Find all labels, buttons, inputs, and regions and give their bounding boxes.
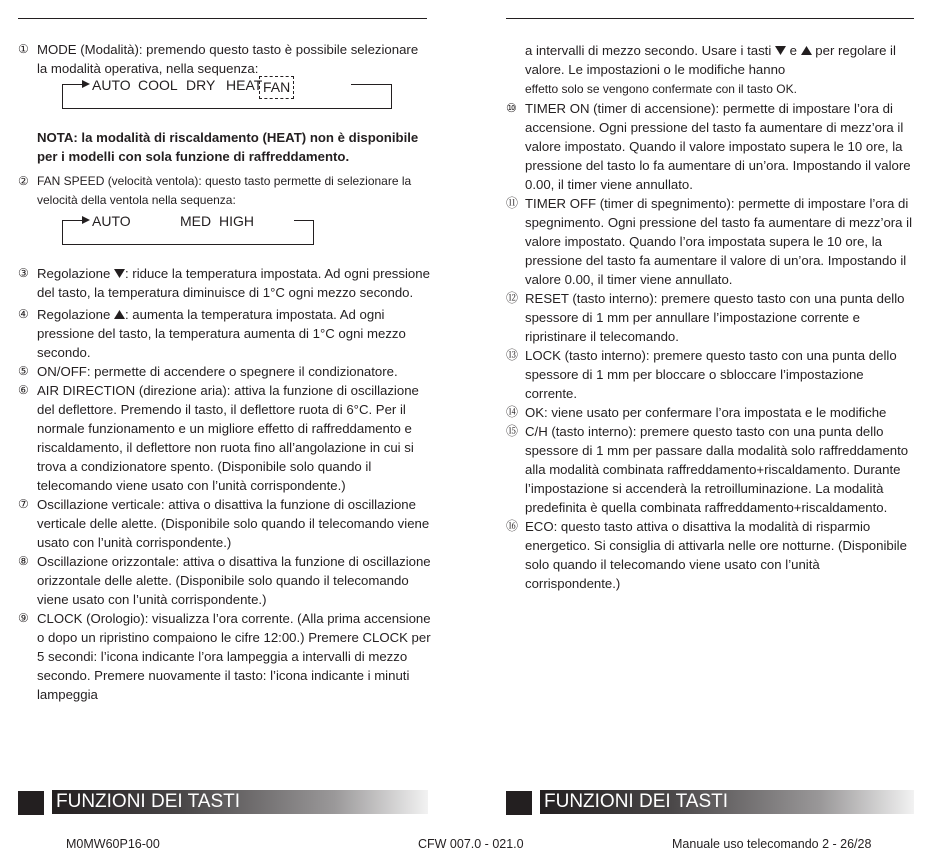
footer-square — [18, 791, 44, 815]
item-text: OK: viene usato per confermare l’ora impostata e le modifiche — [525, 405, 887, 420]
down-triangle-icon — [775, 46, 786, 55]
item-text: C/H (tasto interno): premere questo tasto con una punta dello spessore di 1 mm per passare dalla modalità solo raffreddamento alla modalità combinata raffreddamento+riscaldamento. Durante l’impostazione si accenderà la retroilluminazione. La modalità predefinita è quella combinata raffreddamento+riscaldamento. — [525, 424, 909, 515]
item-number: ⑤ — [18, 364, 29, 378]
page-number: Manuale uso telecomando 2 - 26/28 — [672, 837, 872, 851]
item-text: MODE (Modalità): premendo questo tasto è possibile selezionare la modalità operativa, nella sequenza: — [37, 42, 419, 76]
mode-fan: FAN — [259, 76, 294, 99]
sequence-arrow — [62, 220, 88, 221]
sequence-frame-top — [294, 220, 314, 221]
up-triangle-icon — [114, 310, 125, 319]
item-timer-off — [506, 194, 918, 289]
item-fan-speed — [18, 172, 432, 210]
item-number: ④ — [18, 307, 29, 321]
mode-heat: HEAT — [226, 77, 263, 93]
item-eco — [506, 517, 918, 593]
sequence-frame-right — [391, 84, 392, 108]
footer-square — [506, 791, 532, 815]
item-number: ② — [18, 174, 29, 188]
item-ok — [506, 403, 918, 422]
item-temp-down — [18, 264, 432, 302]
item-text: CLOCK (Orologio): visualizza l’ora corrente. (Alla prima accensione o dopo un ripristino compaiono le cifre 12:00.) Premere CLOCK per 5 secondi: l’icona indicante l’ora lampeggia a intervalli di mezzo secondo. Premere nuovamente il tasto: l’icona indicante i minuti lampeggia — [37, 611, 431, 702]
item-text: RESET (tasto interno): premere questo tasto con una punta dello spessore di 1 mm per annullare l’impostazione corrente e ripristinare il telecomando. — [525, 291, 905, 344]
item-reset — [506, 289, 918, 346]
sequence-frame-bottom — [62, 108, 392, 109]
item-text: AIR DIRECTION (direzione aria): attiva la funzione di oscillazione del deflettore. Premendo il tasto, il deflettore ruota di 6°C. Per il normale funzionamento e un migliore effetto di raffreddamento e riscaldamento, il deflettore non ruota fino all’angolazione in cui si trova a condizionatore spento. (Disponibile solo quando il telecomando viene usato con l’unità corrispondente.) — [37, 383, 419, 493]
down-triangle-icon — [114, 269, 125, 278]
mode-sequence-diagram — [62, 77, 432, 114]
footer-title: FUNZIONI DEI TASTI — [540, 790, 914, 814]
item-number: ⑫ — [506, 291, 519, 305]
item-number: ⑧ — [18, 554, 29, 568]
item-text-a: Regolazione — [37, 266, 114, 281]
item-number: ⑯ — [506, 519, 519, 533]
mode-auto: AUTO — [92, 77, 131, 93]
fan-sequence-diagram — [62, 213, 432, 250]
item-text: FAN SPEED (velocità ventola): questo tasto permette di selezionare la velocità della ventola nella sequenza: — [37, 174, 412, 207]
item-timer-on — [506, 99, 918, 194]
cont-text-small: effetto solo se vengono confermate con il tasto OK. — [525, 82, 797, 96]
left-column — [18, 40, 432, 704]
item-number: ⑨ — [18, 611, 29, 625]
item-lock — [506, 346, 918, 403]
item-text: TIMER ON (timer di accensione): permette di impostare l’ora di accensione. Ogni pressione del tasto fa aumentare di mezz’ora il valore impostato. Quando il valore impostato supera le 10 ore, la pressione del tasto lo fa aumentare di un’ora. Impostando il valore 0.00, il timer viene annullato. — [525, 101, 911, 192]
item-number: ⑭ — [506, 405, 519, 419]
fan-med: MED — [180, 213, 212, 229]
mode-dry: DRY — [186, 77, 216, 93]
item-number: ⑮ — [506, 424, 519, 438]
item-clock — [18, 609, 432, 704]
item-number: ⑬ — [506, 348, 519, 362]
top-rule-left — [18, 18, 427, 19]
item-vertical-swing — [18, 495, 432, 552]
item-text: Oscillazione orizzontale: attiva o disattiva la funzione di oscillazione orizzontale delle alette. (Disponibile solo quando il telecomando viene usato con l’unità corrispondente.) — [37, 554, 431, 607]
model-range: CFW 007.0 - 021.0 — [418, 837, 524, 851]
cont-text-b: e — [785, 43, 801, 58]
sequence-arrow — [62, 84, 88, 85]
item-text-b: : riduce la temperatura impostata. Ad ogni pressione del tasto, la temperatura diminuisce di 1°C ogni mezzo secondo. — [37, 266, 430, 300]
item-text-b: : aumenta la temperatura impostata. Ad ogni pressione del tasto, la temperatura aumenta di 1°C ogni mezzo secondo. — [37, 307, 406, 360]
item-text: TIMER OFF (timer di spegnimento): permette di impostare l’ora di spegnimento. Ogni pressione del tasto fa aumentare di mezz’ora il valore impostato. Quando l’ora impostata supera le 10 ore, la pressione del tasto fa aumentare il valore di un’ora. Impostando il valore 0.00, il timer viene annullato. — [525, 196, 913, 287]
item-text-a: Regolazione — [37, 307, 114, 322]
clock-continuation — [506, 41, 918, 99]
fan-high: HIGH — [219, 213, 254, 229]
item-ch — [506, 422, 918, 517]
item-number: ⑦ — [18, 497, 29, 511]
sequence-frame-left — [62, 84, 63, 108]
item-on-off — [18, 362, 432, 381]
item-text: LOCK (tasto interno): premere questo tasto con una punta dello spessore di 1 mm per bloccare o sbloccare l’impostazione corrente. — [525, 348, 897, 401]
cont-text-c: per regolare il valore. Le impostazioni o le modifiche hanno — [525, 43, 896, 77]
fan-auto: AUTO — [92, 213, 131, 229]
footer-title: FUNZIONI DEI TASTI — [52, 790, 428, 814]
sequence-frame-right — [313, 220, 314, 244]
item-number: ⑩ — [506, 101, 517, 115]
item-number: ① — [18, 42, 29, 56]
item-number: ③ — [18, 266, 29, 280]
item-air-direction — [18, 381, 432, 495]
top-rule-right — [506, 18, 914, 19]
mode-cool: COOL — [138, 77, 178, 93]
item-temp-up — [18, 305, 432, 362]
item-number: ⑥ — [18, 383, 29, 397]
right-column — [506, 41, 918, 593]
item-mode — [18, 40, 432, 78]
item-text: Oscillazione verticale: attiva o disattiva la funzione di oscillazione verticale delle alette. (Disponibile solo quando il telecomando viene usato con l’unità corrispondente.) — [37, 497, 430, 550]
item-number: ⑪ — [506, 196, 519, 210]
cont-text-a: a intervalli di mezzo secondo. Usare i tasti — [525, 43, 775, 58]
heat-note: NOTA: la modalità di riscaldamento (HEAT) non è disponibile per i modelli con sola funzione di raffreddamento. — [37, 130, 419, 164]
item-horizontal-swing — [18, 552, 432, 609]
item-text: ON/OFF: permette di accendere o spegnere il condizionatore. — [37, 364, 398, 379]
document-code: M0MW60P16-00 — [66, 837, 160, 851]
up-triangle-icon — [801, 46, 812, 55]
sequence-frame-bottom — [62, 244, 314, 245]
item-text: ECO: questo tasto attiva o disattiva la modalità di risparmio energetico. Si consiglia di attivarla nelle ore notturne. (Disponibile solo quando il telecomando viene usato con l’unità corrispondente.) — [525, 519, 907, 591]
sequence-frame-top — [351, 84, 392, 85]
sequence-frame-left — [62, 220, 63, 244]
